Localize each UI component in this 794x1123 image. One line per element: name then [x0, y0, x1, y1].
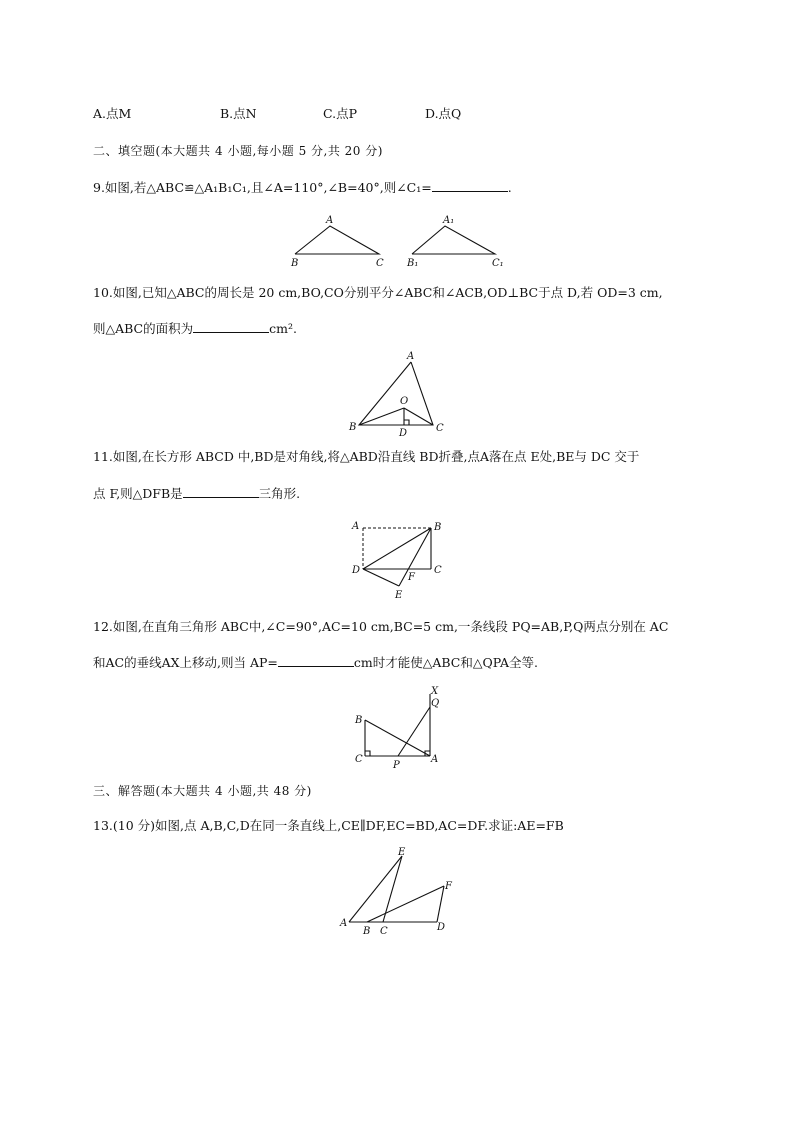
label-e: E — [395, 590, 403, 601]
figure-q11 — [345, 516, 455, 604]
label-c: C — [376, 258, 384, 269]
label-a: A — [352, 521, 360, 532]
triangle-a1b1c1 — [412, 226, 495, 254]
label-b: B — [434, 522, 442, 533]
right-angle-mark — [404, 420, 409, 425]
label-x: X — [431, 686, 439, 697]
label-f: F — [408, 572, 415, 583]
label-b1: B₁ — [407, 258, 419, 269]
section-title-solutions: 三、解答题(本大题共 4 小题,共 48 分) — [93, 784, 312, 798]
label-a: A — [431, 754, 439, 765]
label-d: D — [352, 565, 361, 576]
figure-q10 — [345, 348, 455, 438]
label-f: F — [445, 881, 452, 892]
label-b: B — [291, 258, 299, 269]
label-q: Q — [431, 698, 440, 709]
section-title-fill-in: 二、填空题(本大题共 4 小题,每小题 5 分,共 20 分) — [93, 144, 383, 158]
answer-blank[interactable] — [278, 654, 354, 667]
option-c: C.点P — [323, 106, 358, 121]
question-12-line1: 12.如图,在直角三角形 ABC中,∠C=90°,AC=10 cm,BC=5 cm,一条线段 PQ=AB,P,Q两点分别在 AC — [93, 619, 669, 634]
figure-q13 — [335, 842, 465, 942]
question-11-line2: 点 F,则△DFB是 三角形. — [93, 486, 301, 501]
question-9-text: 9.如图,若△ABC≌△A₁B₁C₁,且∠A=110°,∠B=40°,则∠C₁= — [93, 180, 432, 195]
label-b: B — [363, 926, 371, 937]
question-12-line2: 和AC的垂线AX上移动,则当 AP= cm时才能使△ABC和△QPA全等. — [93, 655, 538, 670]
label-a1: A₁ — [443, 215, 455, 226]
option-a: A.点M — [93, 106, 132, 121]
figure-q9 — [285, 212, 515, 268]
figure-q12 — [345, 684, 455, 772]
label-d: D — [437, 922, 446, 933]
label-d: D — [399, 428, 408, 439]
label-a: A — [326, 215, 334, 226]
label-c: C — [355, 754, 363, 765]
label-p: P — [393, 760, 400, 771]
label-c: C — [380, 926, 388, 937]
question-10-line1: 10.如图,已知△ABC的周长是 20 cm,BO,CO分别平分∠ABC和∠ACB,OD⊥BC于点 D,若 OD=3 cm, — [93, 285, 663, 300]
question-11-line1: 11.如图,在长方形 ABCD 中,BD是对角线,将△ABD沿直线 BD折叠,点A落在点 E处,BE与 DC 交于 — [93, 449, 640, 464]
label-e: E — [398, 847, 406, 858]
answer-blank[interactable] — [183, 485, 259, 498]
label-a: A — [340, 918, 348, 929]
label-o: O — [400, 396, 409, 407]
triangle-abc — [295, 226, 379, 254]
label-c: C — [434, 565, 442, 576]
label-b: B — [349, 422, 357, 433]
triangle-abc — [359, 362, 433, 425]
question-13: 13.(10 分)如图,点 A,B,C,D在同一条直线上,CE∥DF,EC=BD,AC=DF.求证:AE=FB — [93, 818, 564, 833]
answer-blank[interactable] — [193, 320, 269, 333]
label-a: A — [407, 351, 415, 362]
option-b: B.点N — [220, 106, 257, 121]
answer-blank[interactable] — [432, 179, 508, 192]
diagonal-bd — [363, 528, 431, 569]
label-c: C — [436, 423, 444, 434]
option-d: D.点Q — [425, 106, 462, 121]
question-9: 9.如图,若△ABC≌△A₁B₁C₁,且∠A=110°,∠B=40°,则∠C₁= . — [93, 180, 512, 195]
question-10-line2: 则△ABC的面积为 cm². — [93, 321, 297, 336]
right-angle-mark-c — [365, 751, 370, 756]
label-c1: C₁ — [492, 258, 504, 269]
label-b: B — [355, 715, 363, 726]
